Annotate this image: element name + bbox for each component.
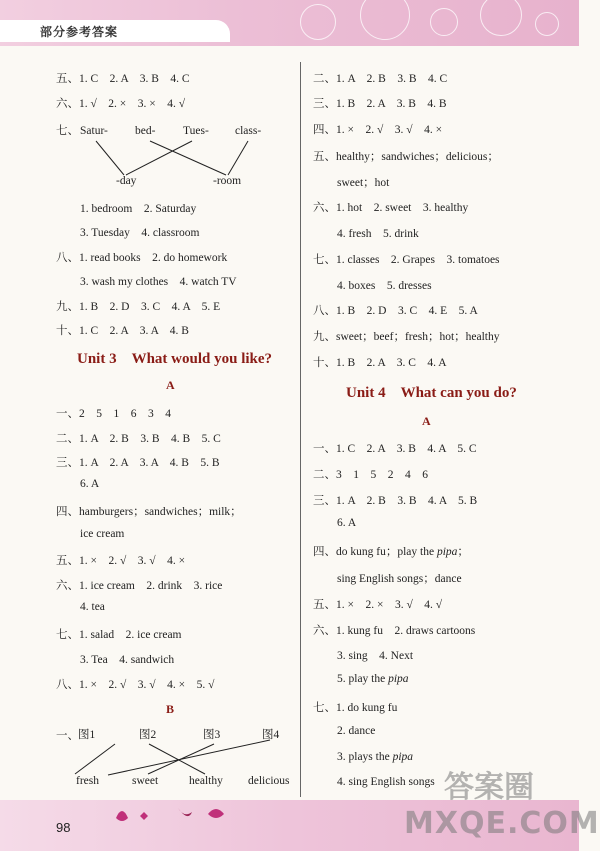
- answer-line: 二、3 1 5 2 4 6: [313, 469, 428, 481]
- match-bottom-word: -room: [213, 175, 242, 187]
- answer-tail: ；: [457, 546, 469, 558]
- match-bottom-word: -day: [116, 175, 137, 187]
- answer-line: 3. Tuesday 4. classroom: [80, 227, 200, 239]
- answer-text: 5. play the: [337, 673, 389, 685]
- answer-line: 6. A: [80, 478, 100, 490]
- answer-line: 八、1. read books 2. do homework: [56, 252, 228, 264]
- answer-line: 六、1. kung fu 2. draws cartoons: [313, 625, 476, 637]
- answer-line: 九、sweet；beef；fresh；hot；healthy: [313, 331, 500, 343]
- answer-line: 3. wash my clothes 4. watch TV: [80, 276, 237, 288]
- answer-line: 七、1. do kung fu: [313, 702, 398, 714]
- match-bottom-word: healthy: [189, 775, 223, 787]
- match-line: [126, 141, 192, 175]
- section-a-label: A: [166, 378, 175, 392]
- answer-line: sing English songs；dance: [337, 573, 462, 585]
- page-number: 98: [56, 820, 71, 835]
- answer-line: 六、1. ice cream 2. drink 3. rice: [56, 580, 223, 592]
- match-prefix: 七、: [56, 125, 79, 137]
- answer-line: 五、1. C 2. A 3. B 4. C: [56, 73, 190, 85]
- answer-line: [337, 751, 413, 763]
- answer-line: 4. sing English songs: [337, 776, 435, 788]
- match-line: [150, 141, 226, 175]
- answer-text: 四、do kung fu；play the: [313, 546, 437, 558]
- answer-line: 十、1. C 2. A 3. A 4. B: [56, 325, 189, 337]
- section-a-label: A: [422, 414, 431, 428]
- answer-line: 二、1. A 2. B 3. B 4. C: [313, 73, 448, 85]
- unit-3-heading: Unit 3 What would you like?: [77, 351, 273, 367]
- unit-4-heading: Unit 4 What can you do?: [346, 385, 517, 401]
- watermark-domain: MXQE.COM: [404, 806, 600, 841]
- answer-line: 七、1. salad 2. ice cream: [56, 629, 182, 641]
- answer-line: 五、1. × 2. × 3. √ 4. √: [313, 599, 443, 611]
- answer-line: 九、1. B 2. D 3. C 4. A 5. E: [56, 301, 221, 313]
- match-bottom-word: sweet: [132, 775, 159, 787]
- answer-line: 一、1. C 2. A 3. B 4. A 5. C: [313, 443, 477, 455]
- match-top-word: 图3: [203, 729, 221, 741]
- answer-line: 一、2 5 1 6 3 4: [56, 408, 171, 420]
- match-line: [108, 740, 270, 775]
- answer-line: 四、1. × 2. √ 3. √ 4. ×: [313, 124, 443, 136]
- page-header-title: 部分参考答案: [40, 25, 119, 39]
- answer-line: [337, 673, 409, 685]
- match-top-word: 图1: [78, 729, 96, 741]
- watermark-brand: 答案圈: [444, 770, 534, 805]
- answer-line: 3. Tea 4. sandwich: [80, 654, 175, 666]
- answer-line: 六、1. √ 2. × 3. × 4. √: [56, 98, 186, 110]
- answer-line: 二、1. A 2. B 3. B 4. B 5. C: [56, 433, 221, 445]
- butterfly-decoration: [108, 800, 248, 830]
- match-top-word: 图4: [262, 729, 280, 741]
- answer-line: 6. A: [337, 517, 357, 529]
- answer-line: 六、1. hot 2. sweet 3. healthy: [313, 202, 469, 214]
- answer-text: 3. plays the: [337, 751, 393, 763]
- answer-italic: pipa: [392, 751, 414, 763]
- answer-line: 十、1. B 2. A 3. C 4. A: [313, 357, 447, 369]
- answer-line: 三、1. A 2. B 3. B 4. A 5. B: [313, 495, 478, 507]
- answer-line: 4. fresh 5. drink: [337, 228, 419, 240]
- match-prefix: 一、: [56, 730, 79, 742]
- answer-italic: pipa: [436, 546, 458, 558]
- answer-line: 五、1. × 2. √ 3. √ 4. ×: [56, 555, 186, 567]
- answer-line: 三、1. B 2. A 3. B 4. B: [313, 98, 447, 110]
- answer-line: 4. tea: [80, 601, 105, 613]
- match-bottom-word: delicious: [248, 775, 290, 787]
- match-line: [228, 141, 248, 175]
- answer-line: ice cream: [80, 528, 125, 540]
- section-b-label: B: [166, 702, 175, 716]
- answer-italic: pipa: [388, 673, 409, 685]
- answer-line: 八、1. B 2. D 3. C 4. E 5. A: [313, 305, 478, 317]
- match-bottom-word: fresh: [76, 775, 99, 787]
- answer-line: 4. boxes 5. dresses: [337, 280, 432, 292]
- answer-line: 3. sing 4. Next: [337, 650, 414, 662]
- match-top-word: bed-: [135, 125, 156, 137]
- answer-line: 三、1. A 2. A 3. A 4. B 5. B: [56, 457, 220, 469]
- answer-line: sweet；hot: [337, 177, 390, 189]
- answer-line: 五、healthy；sandwiches；delicious；: [313, 151, 499, 163]
- answer-line: 1. bedroom 2. Saturday: [80, 203, 197, 215]
- answer-line: 七、1. classes 2. Grapes 3. tomatoes: [313, 254, 500, 266]
- answer-line: 2. dance: [337, 725, 376, 737]
- answer-line: 八、1. × 2. √ 3. √ 4. × 5. √: [56, 679, 215, 691]
- answer-line: [313, 543, 469, 559]
- match-top-word: Satur-: [80, 125, 108, 137]
- match-line: [96, 141, 124, 175]
- match-top-word: 图2: [139, 729, 157, 741]
- match-line: [75, 744, 115, 774]
- match-top-word: class-: [235, 125, 262, 137]
- answer-line: 四、hamburgers；sandwiches；milk；: [56, 506, 242, 518]
- watermark: [404, 760, 600, 845]
- match-top-word: Tues-: [183, 125, 209, 137]
